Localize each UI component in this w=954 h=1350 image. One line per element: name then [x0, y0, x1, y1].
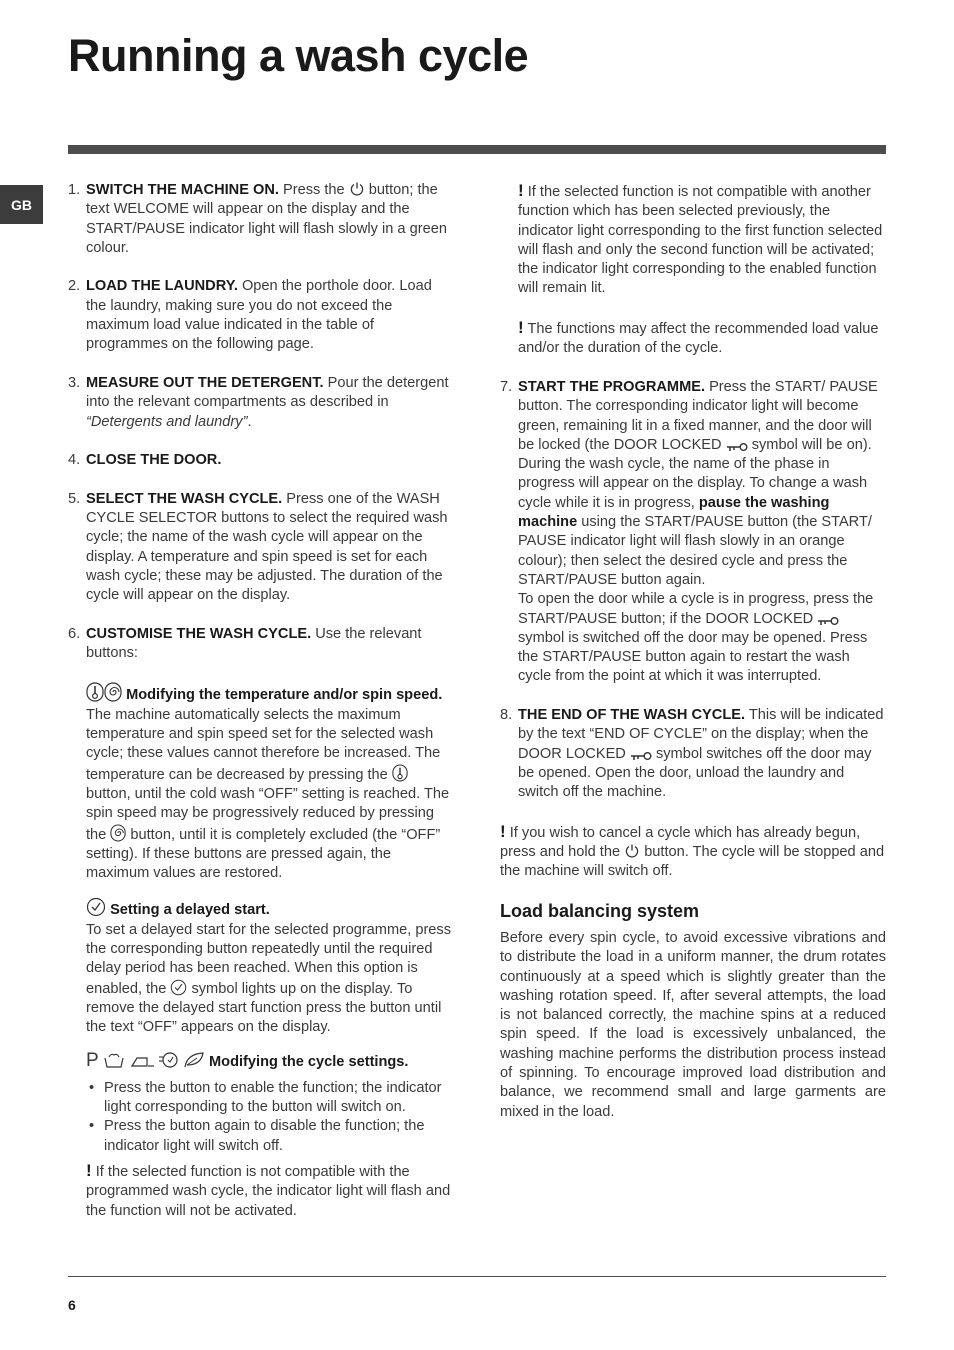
key-lock-icon: [726, 442, 748, 452]
delayed-start-section: Setting a delayed start. To set a delayed start for the selected programme, press the corresponding button repeatedly until the required delay period has been reached. When this option is enabled, the symbol lights up on the display. To remove the delayed start function press the button until the text “OFF” appears on the display.: [86, 897, 456, 1037]
step-heading: MEASURE OUT THE DETERGENT.: [86, 374, 324, 391]
cancel-note: ! If you wish to cancel a cycle which has already begun, press and hold the button. The cycle will be stopped and the machine will switch off.: [500, 821, 885, 880]
step-heading: CUSTOMISE THE WASH CYCLE.: [86, 625, 312, 642]
step-6: 6. CUSTOMISE THE WASH CYCLE. Use the relevant buttons: Modifying the temperature and/or spin speed. The machine automatically selects the maximum temperature and spin speed set for the selected wash cycle; these values cannot therefore be increased. The temperature can be decreased by pressing the button, until the cold wash “OFF” setting is reached. The spin speed may be progressively reduced by pressing the button, until it is completely excluded (the “OFF” setting). If these buttons are pressed again, the maximum values are restored. Setting a delayed start. To set a delayed start for the selected programme, press the corresponding button repeatedly until the required delay period has been reached. When this option is enabled, the symbol lights up on the display. To remove the delayed start function press the button until the text “OFF” appears on the display. P Modifying the cycle settings. • Press the button to enable the function; the indicator light corresponding to the button will switch on. • Press the button again to disable the function; the indicator light will switch off. ! If the selected function is not compatible with the programmed wash cycle, the indicator light will flash and the function will not be activated.: [68, 625, 456, 1221]
step-heading: SELECT THE WASH CYCLE.: [86, 490, 283, 507]
page-number: 6: [68, 1297, 76, 1313]
temperature-icon: [392, 764, 408, 782]
temperature-spin-section: Modifying the temperature and/or spin speed. The machine automatically selects the maximum temperature and spin speed set for the selected wash cycle; these values cannot therefore be increased. The temperature can be decreased by pressing the button, until the cold wash “OFF” setting is reached. The spin speed may be progressively reduced by pressing the button, until it is completely excluded (the “OFF” setting). If these buttons are pressed again, the maximum values are restored.: [86, 682, 456, 883]
warning-note: ! If the selected function is not compatible with the programmed wash cycle, the indicator light will flash and the function will not be activated.: [86, 1160, 451, 1219]
power-icon: [349, 181, 365, 197]
temperature-icon: [86, 682, 104, 702]
page-title: Running a wash cycle: [68, 30, 529, 81]
key-lock-icon: [817, 616, 839, 626]
step-2: 2. LOAD THE LAUNDRY. Open the porthole door. Load the laundry, making sure you do not exceed the maximum load value indicated in the table of programmes on the following page.: [68, 278, 432, 353]
eco-leaf-icon: [183, 1051, 205, 1069]
left-column: [68, 181, 456, 1240]
language-tab: GB: [0, 185, 43, 224]
step-heading: THE END OF THE WASH CYCLE.: [518, 707, 746, 724]
exclamation-icon: !: [86, 1160, 92, 1180]
p-letter: P: [86, 1050, 99, 1072]
delay-timer-icon: [86, 897, 106, 917]
step-heading: START THE PROGRAMME.: [518, 378, 706, 395]
spin-icon: [104, 682, 122, 702]
delay-timer-icon: [170, 979, 187, 996]
section-title: Load balancing system: [500, 900, 700, 921]
warning-note: ! If the selected function is not compatible with another function which has been selected previously, the indicator light corresponding to the first function selected will flash and only the second function will be activated; the indicator light corresponding to the enabled function will remain lit.: [518, 181, 883, 297]
right-column: [500, 181, 886, 1122]
step-3: 3. MEASURE OUT THE DETERGENT. Pour the detergent into the relevant compartments as described in “Detergents and laundry”.: [68, 374, 449, 430]
step-7: 7. START THE PROGRAMME. Press the START/ PAUSE button. The corresponding indicator light will become green, remaining lit in a fixed manner, and the door will be locked (the DOOR LOCKED symbol will be on). During the wash cycle, the name of the phase in progress will appear on the display. To change a wash cycle while it is in progress, pause the washing machine using the START/PAUSE button (the START/ PAUSE indicator light will flash slowly in an orange colour); then select the desired cycle and press the START/PAUSE button again. To open the door while a cycle is in progress, press the START/PAUSE button; if the DOOR LOCKED symbol is switched off the door may be opened. Press the START/PAUSE button again to restart the wash cycle from the point at which it was interrupted.: [500, 378, 878, 685]
step-heading: CLOSE THE DOOR.: [86, 452, 222, 469]
load-balancing-text: Before every spin cycle, to avoid excessive vibrations and to distribute the load in a uniform manner, the drum rotates continuously at a speed which is slightly greater than the washing rotation speed. If, after several attempts, the load is not balanced correctly, the machine spins at a reduced spin speed. If the load is excessively unbalanced, the washing machine performs the distribution process instead of spinning. To encourage improved load distribution and balance, we recommend small and large garments are mixed in the load.: [500, 929, 886, 1120]
key-lock-icon: [630, 751, 652, 761]
spin-icon: [110, 824, 126, 842]
exclamation-icon: !: [518, 181, 524, 200]
cycle-settings-list: [86, 1079, 456, 1156]
top-divider: [68, 145, 886, 154]
cycle-settings-section: P Modifying the cycle settings. • Press the button to enable the function; the indicator light corresponding to the button will switch on. • Press the button again to disable the function; the indicator light will switch off. ! If the selected function is not compatible with the programmed wash cycle, the indicator light will flash and the function will not be activated.: [86, 1051, 456, 1220]
power-icon: [624, 843, 640, 859]
stain-icon: [103, 1051, 125, 1069]
exclamation-icon: !: [518, 318, 524, 338]
exclamation-icon: !: [500, 821, 506, 841]
express-icon: [159, 1051, 179, 1069]
iron-icon: [129, 1053, 155, 1069]
step-heading: LOAD THE LAUNDRY.: [86, 278, 238, 295]
step-1: 1. SWITCH THE MACHINE ON. Press the button; the text WELCOME will appear on the display and the START/PAUSE indicator light will flash slowly in a green colour.: [68, 182, 447, 256]
bottom-divider: [68, 1276, 886, 1277]
step-heading: SWITCH THE MACHINE ON.: [86, 182, 279, 198]
step-5: 5. SELECT THE WASH CYCLE. Press one of the WASH CYCLE SELECTOR buttons to select the required wash cycle; the name of the wash cycle will appear on the display. A temperature and spin speed is set for each wash cycle; these may be adjusted. The duration of the cycle will appear on the display.: [68, 490, 448, 604]
step-8: 8. THE END OF THE WASH CYCLE. This will be indicated by the text “END OF CYCLE” on the display; when the DOOR LOCKED symbol switches off the door may be opened. Open the door, unload the laundry and switch off the machine.: [500, 707, 884, 801]
list-item: • Press the button to enable the function; the indicator light corresponding to the button will switch on.: [86, 1079, 456, 1118]
list-item: • Press the button again to disable the function; the indicator light will switch off.: [86, 1117, 456, 1156]
warning-note: ! The functions may affect the recommended load value and/or the duration of the cycle.: [518, 318, 879, 357]
step-4: 4. CLOSE THE DOOR.: [68, 452, 222, 469]
